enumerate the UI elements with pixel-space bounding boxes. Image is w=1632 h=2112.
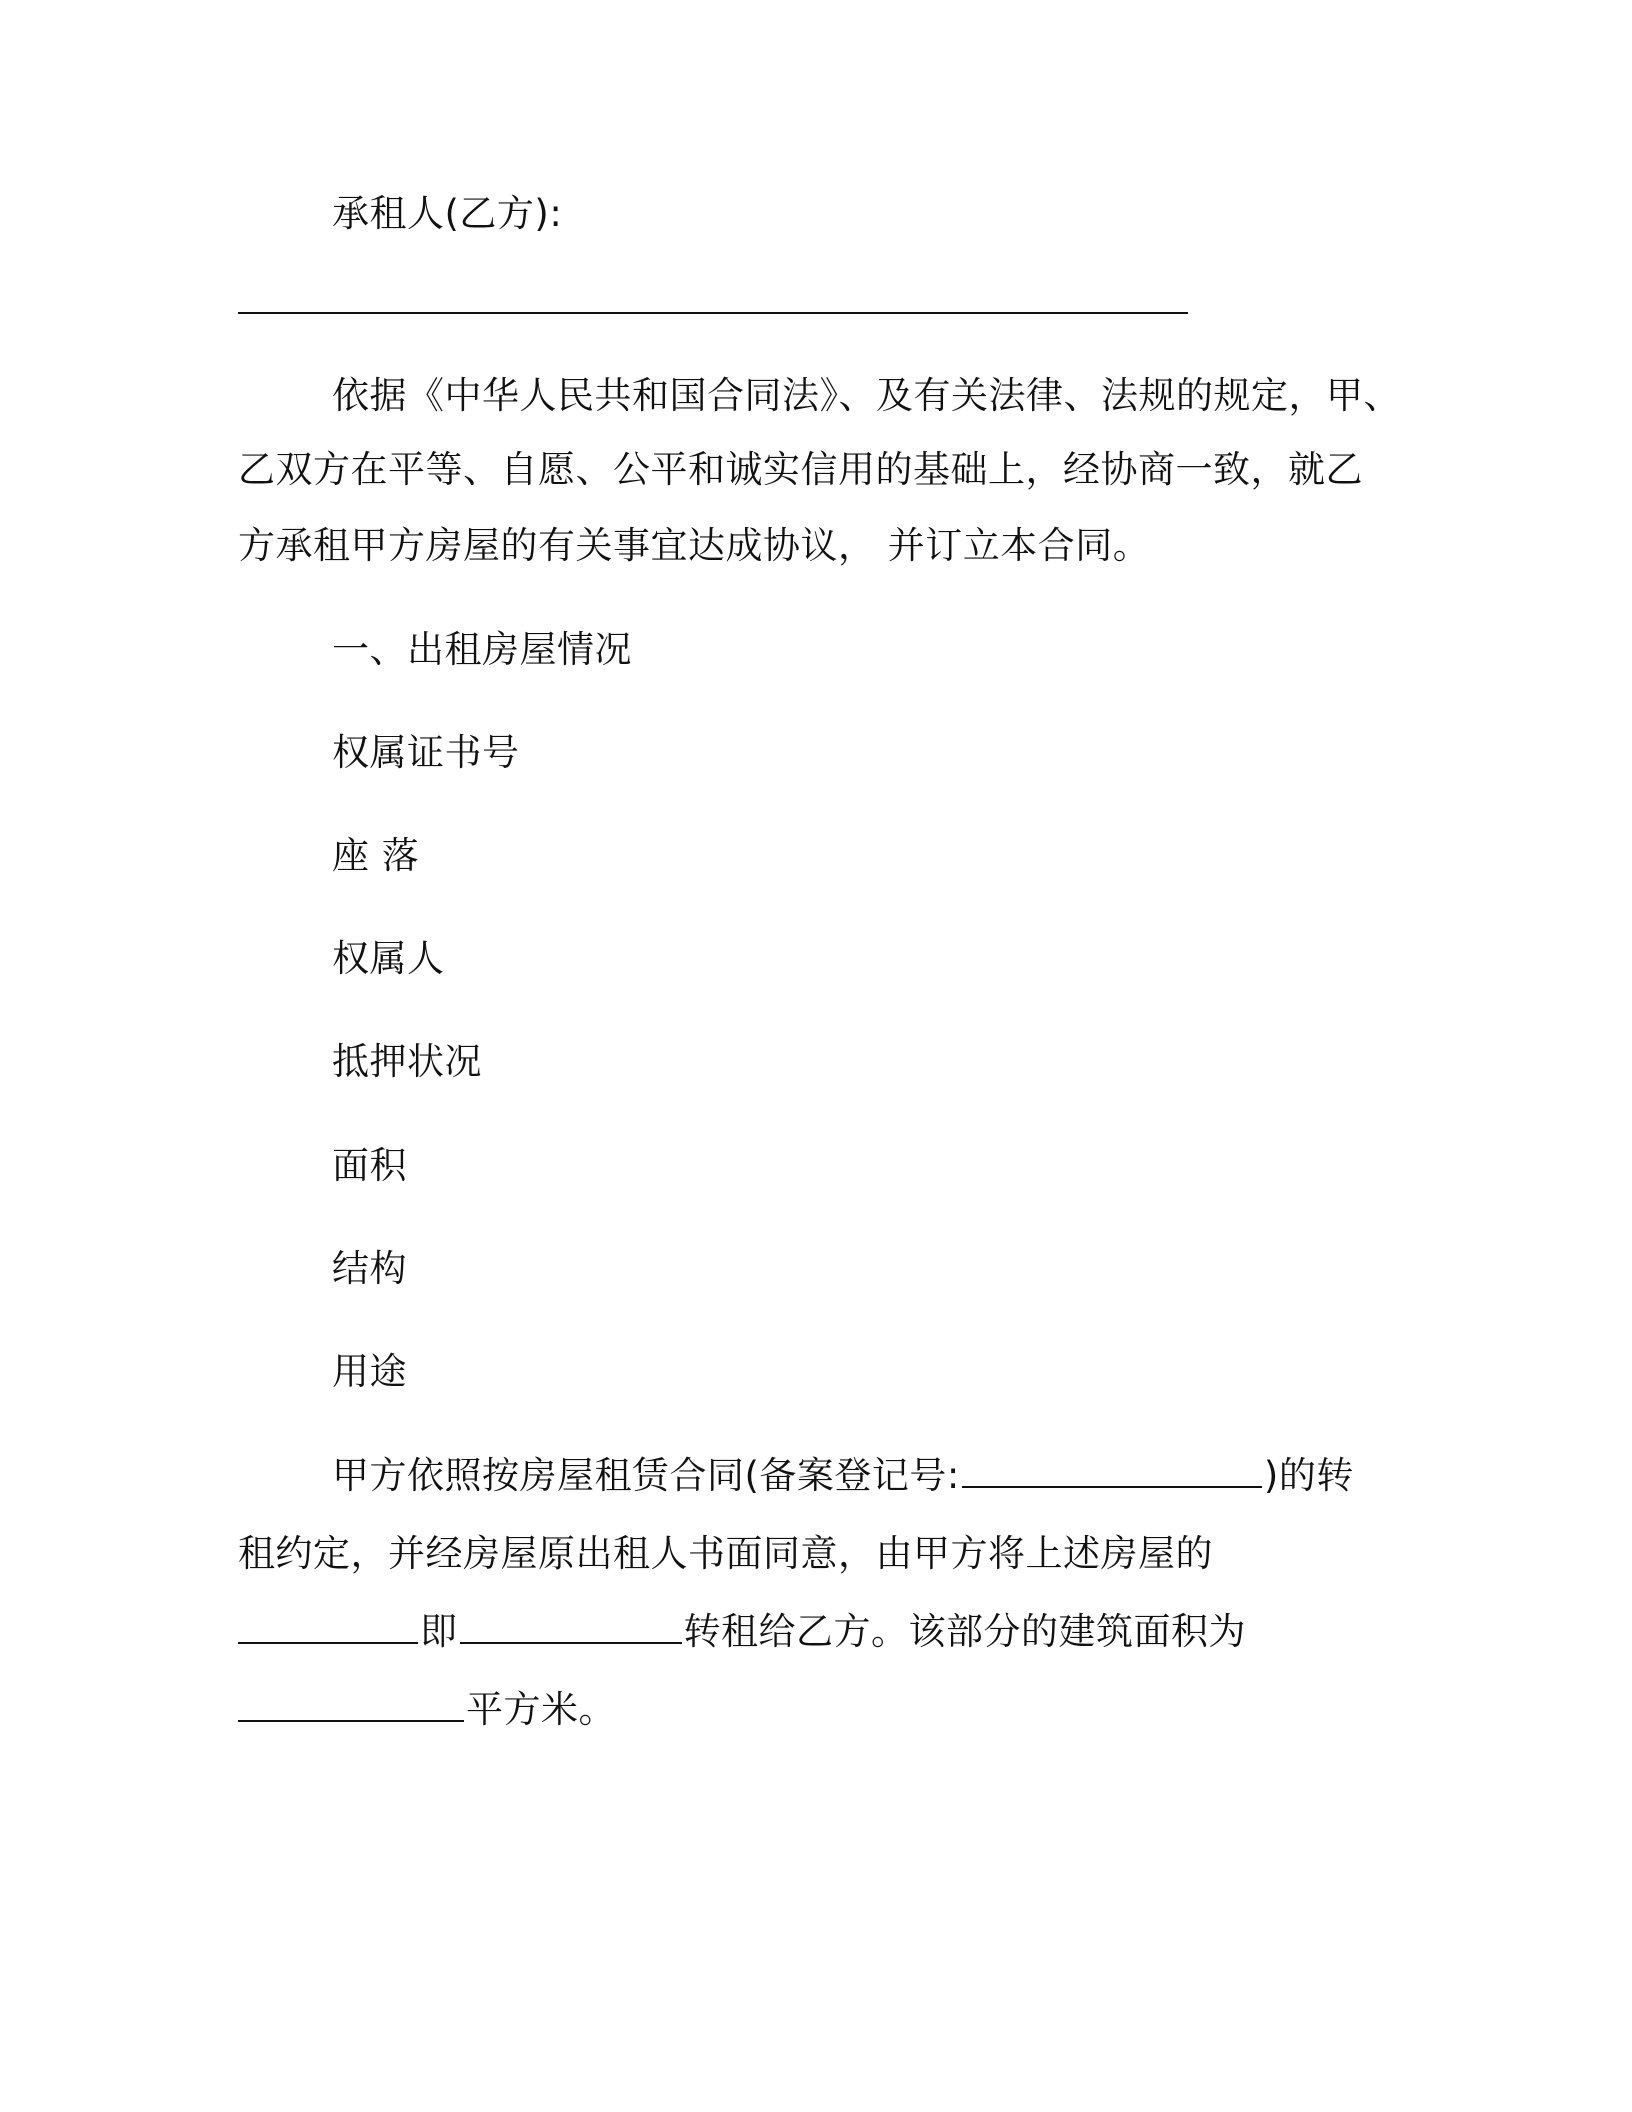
preamble-line-3: 方承租甲方房屋的有关事宜达成协议， 并订立本合同。 xyxy=(238,524,1151,567)
sublease-line-2: 租约定，并经房屋原出租人书面同意，由甲方将上述房屋的 xyxy=(238,1532,1213,1575)
section-1-heading: 一、出租房屋情况 xyxy=(332,628,632,671)
field-use: 用途 xyxy=(332,1350,407,1393)
field-area: 面积 xyxy=(332,1144,407,1187)
sublease-line-4 xyxy=(238,1686,616,1734)
sublease-line-1-text: 甲方依照按房屋租赁合同(备案登记号: xyxy=(332,1454,960,1497)
field-structure: 结构 xyxy=(332,1247,407,1290)
field-owner: 权属人 xyxy=(332,937,445,980)
premises-blank-1 xyxy=(238,1612,418,1644)
sublease-line-3-that-is: 即 xyxy=(420,1610,458,1653)
preamble-line-1: 依据《中华人民共和国合同法》、及有关法律、法规的规定，甲、 xyxy=(332,374,1401,417)
sublease-line-4-text: 平方米。 xyxy=(466,1688,616,1731)
floor-area-blank xyxy=(238,1690,464,1722)
premises-blank-2 xyxy=(460,1612,682,1644)
field-location: 座 落 xyxy=(332,834,420,877)
field-title-cert-no: 权属证书号 xyxy=(332,731,520,774)
sublease-line-3-text: 转租给乙方。该部分的建筑面积为 xyxy=(683,1610,1246,1653)
preamble-line-2: 乙双方在平等、自愿、公平和诚实信用的基础上，经协商一致，就乙 xyxy=(238,448,1363,491)
field-mortgage-status: 抵押状况 xyxy=(332,1040,482,1083)
sublease-line-1-tail: )的转 xyxy=(1263,1454,1354,1497)
lessee-label: 承租人(乙方): xyxy=(332,192,563,235)
lessee-name-blank-line xyxy=(238,312,1188,314)
sublease-line-1 xyxy=(332,1452,1354,1500)
filing-number-blank xyxy=(962,1456,1262,1488)
sublease-line-3 xyxy=(238,1608,1246,1656)
